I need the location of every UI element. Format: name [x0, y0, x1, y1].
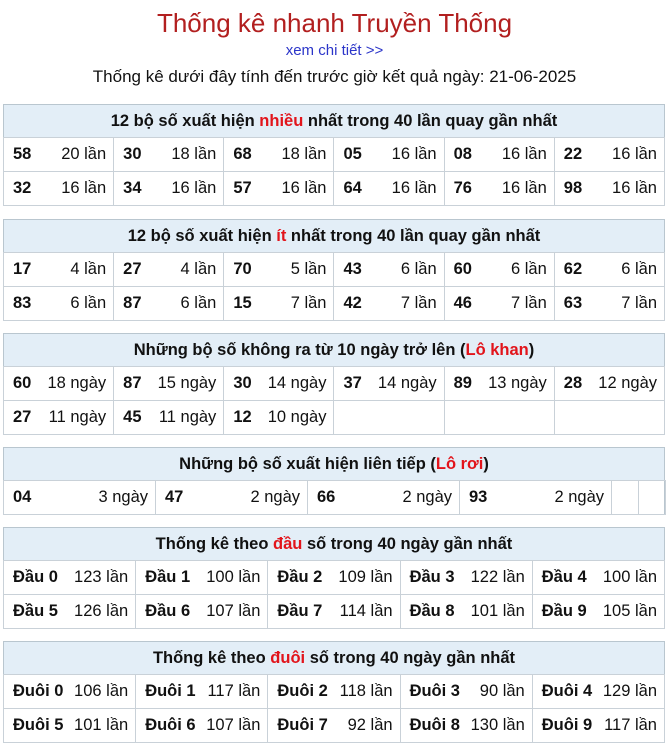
stat-cell	[268, 675, 400, 709]
stat-count: 4 lần	[180, 260, 217, 278]
stat-cell	[4, 709, 136, 743]
stat-number: Đầu 8	[409, 602, 455, 620]
stat-cell	[532, 709, 664, 743]
stat-count: 16 lần	[61, 179, 107, 197]
stat-count: 92 lần	[347, 716, 393, 734]
stat-cell	[224, 253, 334, 287]
stat-cell	[532, 675, 664, 709]
stat-count: 16 lần	[171, 179, 217, 197]
stat-number: Đuôi 3	[409, 682, 460, 700]
stat-cell-content	[334, 294, 443, 313]
stat-number: 98	[563, 179, 583, 197]
least-frequent-block	[3, 219, 665, 321]
stat-cell-content	[4, 294, 113, 313]
stat-number: 58	[13, 145, 32, 163]
stat-cell-content	[114, 179, 223, 198]
stat-cell-content	[445, 374, 554, 393]
stat-number: 83	[13, 294, 32, 312]
stat-cell-content	[4, 602, 135, 621]
stat-cell-content	[334, 374, 443, 393]
stat-count: 122 lần	[470, 568, 525, 586]
stat-cell	[554, 253, 664, 287]
stat-count: 7 lần	[400, 294, 437, 312]
stat-cell	[4, 401, 114, 435]
stat-number: Đuôi 1	[145, 682, 196, 700]
stat-number: 70	[233, 260, 252, 278]
stat-cell	[444, 287, 554, 321]
stat-number: Đầu 4	[541, 568, 587, 586]
stat-number: 05	[343, 145, 362, 163]
stat-cell	[224, 367, 334, 401]
stat-number: Đầu 0	[13, 568, 58, 586]
stat-number: 76	[453, 179, 472, 197]
stat-count: 7 lần	[290, 294, 327, 312]
stat-count: 11 ngày	[158, 408, 217, 426]
stat-cell-content	[401, 602, 532, 621]
stat-count: 6 lần	[621, 260, 657, 278]
stat-cell	[532, 561, 664, 595]
stat-cell	[114, 367, 224, 401]
stat-cell-content	[401, 568, 532, 587]
stat-number: Đuôi 7	[277, 716, 328, 734]
stat-cell	[554, 172, 664, 206]
stat-cell	[224, 401, 334, 435]
lo-roi-heading: Những bộ số xuất hiện liên tiếp (Lô rơi)	[4, 448, 664, 481]
stat-number: 60	[13, 374, 32, 392]
stat-cell-content	[136, 682, 267, 701]
date-note: Thống kê dưới đây tính đến trước giờ kết quả ngày: 21-06-2025	[92, 67, 577, 86]
stat-count: 100 lần	[602, 568, 657, 586]
stat-cell-content	[268, 682, 399, 701]
stat-number: 87	[123, 374, 142, 392]
least-frequent-heading: 12 bộ số xuất hiện ít nhất trong 40 lần quay gần nhất	[4, 220, 664, 253]
stat-cell	[4, 172, 114, 206]
stat-number: 45	[123, 408, 142, 426]
stat-count: 16 lần	[501, 179, 547, 197]
stat-count: 16 lần	[281, 179, 327, 197]
stat-count: 15 ngày	[157, 374, 217, 392]
stat-count: 2 ngày	[250, 488, 300, 506]
stat-number: 87	[123, 294, 142, 312]
stat-cell	[4, 367, 114, 401]
stat-count: 101 lần	[74, 716, 129, 734]
stat-number: 27	[123, 260, 142, 278]
stat-cell	[268, 709, 400, 743]
stat-cell-content	[445, 294, 554, 313]
stat-cell	[4, 138, 114, 172]
stat-number: Đầu 9	[541, 602, 587, 620]
least-frequent-table	[3, 252, 665, 321]
stat-cell	[4, 595, 136, 629]
most-frequent-block	[3, 104, 665, 206]
stat-count: 130 lần	[470, 716, 525, 734]
stat-number: 28	[563, 374, 583, 392]
table-row	[4, 481, 666, 515]
stat-number: Đuôi 0	[13, 682, 64, 700]
detail-link[interactable]: xem chi tiết >>	[285, 42, 384, 59]
stat-cell-content	[224, 260, 333, 279]
empty-cell	[334, 401, 444, 435]
stat-cell-content	[445, 179, 554, 198]
stat-cell-content	[114, 294, 223, 313]
stat-count: 100 lần	[206, 568, 261, 586]
stat-cell-content	[114, 374, 223, 393]
stat-cell	[136, 561, 268, 595]
stat-cell-content	[334, 179, 443, 198]
stat-number: Đuôi 4	[541, 682, 593, 700]
stat-cell-content	[533, 602, 664, 621]
stat-number: Đuôi 9	[541, 716, 593, 734]
stat-cell	[334, 367, 444, 401]
empty-cell	[444, 401, 554, 435]
stat-cell	[554, 138, 664, 172]
stat-cell	[114, 253, 224, 287]
stat-count: 20 lần	[61, 145, 107, 163]
stat-count: 123 lần	[74, 568, 129, 586]
stat-cell-content	[268, 568, 399, 587]
stat-number: 08	[453, 145, 472, 163]
stat-cell	[136, 675, 268, 709]
stat-cell	[444, 138, 554, 172]
stat-count: 16 lần	[391, 145, 437, 163]
stat-count: 117 lần	[207, 682, 261, 700]
stat-count: 107 lần	[206, 602, 261, 620]
stat-count: 18 ngày	[47, 374, 107, 392]
stat-count: 109 lần	[338, 568, 393, 586]
stat-cell-content	[445, 260, 554, 279]
stat-cell	[444, 172, 554, 206]
stat-number: Đầu 1	[145, 568, 191, 586]
stat-cell-content	[224, 374, 333, 393]
stat-cell	[400, 675, 532, 709]
stat-number: 04	[13, 488, 32, 506]
stat-number: 68	[233, 145, 252, 163]
stat-number: Đầu 7	[277, 602, 323, 620]
stat-number: 93	[469, 488, 488, 506]
stat-cell	[136, 595, 268, 629]
stat-count: 16 lần	[612, 145, 657, 163]
stat-cell-content	[555, 294, 664, 313]
stat-cell	[460, 481, 612, 515]
stat-cell-content	[268, 602, 399, 621]
stat-number: 32	[13, 179, 32, 197]
stat-cell-content	[4, 682, 135, 701]
stat-number: 12	[233, 408, 252, 426]
stat-count: 5 lần	[290, 260, 327, 278]
table-row	[4, 253, 665, 287]
stat-count: 13 ngày	[488, 374, 547, 392]
lo-roi-block	[3, 447, 665, 515]
stat-count: 2 ngày	[402, 488, 452, 506]
stat-cell	[268, 595, 400, 629]
stat-count: 6 lần	[511, 260, 547, 278]
stat-number: Đầu 5	[13, 602, 58, 620]
table-row	[4, 401, 665, 435]
stat-cell	[334, 287, 444, 321]
stat-cell	[554, 367, 664, 401]
stat-cell-content	[460, 488, 611, 507]
stat-count: 16 lần	[501, 145, 547, 163]
empty-cell	[639, 481, 666, 515]
table-row	[4, 675, 665, 709]
stat-cell	[4, 481, 156, 515]
stat-cell-content	[445, 145, 554, 164]
duoi-table	[3, 674, 665, 743]
stat-cell	[400, 709, 532, 743]
stat-count: 12 ngày	[598, 374, 657, 392]
stat-cell-content	[401, 682, 532, 701]
stat-cell-content	[136, 602, 267, 621]
stat-count: 14 ngày	[377, 374, 437, 392]
empty-cell	[554, 401, 664, 435]
stat-number: 63	[563, 294, 583, 312]
stat-cell-content	[555, 260, 664, 279]
stat-count: 118 lần	[339, 682, 393, 700]
stat-cell-content	[334, 260, 443, 279]
stat-cell-content	[555, 374, 664, 393]
stat-cell	[136, 709, 268, 743]
table-row	[4, 367, 665, 401]
stat-count: 7 lần	[511, 294, 547, 312]
empty-cell	[612, 481, 639, 515]
stat-cell	[114, 138, 224, 172]
stat-number: 89	[453, 374, 472, 392]
stat-count: 3 ngày	[98, 488, 148, 506]
stat-cell	[554, 287, 664, 321]
stat-number: 30	[233, 374, 252, 392]
stat-cell	[444, 367, 554, 401]
stat-count: 16 lần	[612, 179, 657, 197]
stat-cell	[156, 481, 308, 515]
stat-count: 18 lần	[281, 145, 327, 163]
stat-number: 42	[343, 294, 362, 312]
table-row	[4, 595, 665, 629]
stat-cell-content	[224, 179, 333, 198]
stat-number: Đuôi 8	[409, 716, 460, 734]
stat-cell	[114, 287, 224, 321]
stat-number: 37	[343, 374, 362, 392]
stat-count: 6 lần	[400, 260, 437, 278]
stat-cell-content	[4, 260, 113, 279]
dau-block	[3, 527, 665, 629]
lo-khan-table	[3, 366, 665, 435]
stat-cell-content	[268, 716, 399, 735]
stat-number: Đầu 2	[277, 568, 323, 586]
stat-number: Đuôi 5	[13, 716, 64, 734]
stat-number: 46	[453, 294, 472, 312]
stat-cell-content	[136, 568, 267, 587]
stat-count: 105 lần	[602, 602, 657, 620]
stat-cell-content	[4, 145, 113, 164]
stat-number: 30	[123, 145, 142, 163]
stat-cell	[114, 172, 224, 206]
stat-count: 129 lần	[602, 682, 657, 700]
stat-cell-content	[114, 260, 223, 279]
stat-number: 47	[165, 488, 184, 506]
dau-table	[3, 560, 665, 629]
duoi-heading: Thống kê theo đuôi số trong 40 ngày gần nhất	[4, 642, 664, 675]
stat-number: 34	[123, 179, 142, 197]
stat-cell	[114, 401, 224, 435]
stat-cell	[4, 561, 136, 595]
stat-cell-content	[555, 145, 664, 164]
stat-cell-content	[533, 716, 664, 735]
stat-cell	[4, 675, 136, 709]
stat-cell-content	[224, 145, 333, 164]
stat-count: 14 ngày	[267, 374, 327, 392]
stat-cell-content	[4, 716, 135, 735]
table-row	[4, 138, 665, 172]
stat-number: 22	[563, 145, 583, 163]
stat-cell	[444, 253, 554, 287]
stat-cell-content	[114, 408, 223, 427]
stat-cell	[400, 595, 532, 629]
stat-count: 18 lần	[171, 145, 217, 163]
stat-cell-content	[224, 294, 333, 313]
most-frequent-table	[3, 137, 665, 206]
stat-cell	[224, 287, 334, 321]
stat-cell-content	[114, 145, 223, 164]
stat-cell-content	[533, 682, 664, 701]
stat-number: 66	[317, 488, 336, 506]
lo-roi-table	[3, 480, 666, 515]
stat-count: 126 lần	[74, 602, 129, 620]
stat-number: 62	[563, 260, 583, 278]
stat-cell-content	[136, 716, 267, 735]
stat-cell	[334, 253, 444, 287]
stat-cell-content	[4, 408, 113, 427]
stat-count: 90 lần	[479, 682, 525, 700]
stat-cell	[4, 287, 114, 321]
stat-count: 16 lần	[391, 179, 437, 197]
stat-cell-content	[555, 179, 664, 198]
stat-number: 64	[343, 179, 362, 197]
stat-number: 57	[233, 179, 252, 197]
stat-cell	[224, 172, 334, 206]
stat-cell-content	[224, 408, 333, 427]
stat-cell-content	[334, 145, 443, 164]
stat-cell	[334, 138, 444, 172]
dau-heading: Thống kê theo đầu số trong 40 ngày gần nhất	[4, 528, 664, 561]
stat-count: 4 lần	[70, 260, 107, 278]
stat-cell	[308, 481, 460, 515]
stat-count: 6 lần	[180, 294, 217, 312]
stat-number: 27	[13, 408, 32, 426]
stat-cell	[532, 595, 664, 629]
stat-cell-content	[308, 488, 459, 507]
stat-count: 7 lần	[621, 294, 657, 312]
lo-khan-heading: Những bộ số không ra từ 10 ngày trở lên (Lô khan)	[4, 334, 664, 367]
stat-count: 107 lần	[206, 716, 261, 734]
stat-cell-content	[4, 488, 155, 507]
stat-cell	[224, 138, 334, 172]
lo-khan-block	[3, 333, 665, 435]
stat-number: Đầu 6	[145, 602, 191, 620]
stat-count: 114 lần	[339, 602, 393, 620]
stat-number: 43	[343, 260, 362, 278]
stat-cell-content	[401, 716, 532, 735]
stat-number: Đuôi 6	[145, 716, 196, 734]
stat-count: 117 lần	[604, 716, 657, 734]
stat-number: 60	[453, 260, 472, 278]
stat-cell-content	[4, 568, 135, 587]
stat-cell-content	[533, 568, 664, 587]
stat-cell	[334, 172, 444, 206]
stat-count: 101 lần	[470, 602, 525, 620]
table-row	[4, 172, 665, 206]
table-row	[4, 709, 665, 743]
stat-count: 2 ngày	[554, 488, 604, 506]
stat-cell-content	[4, 179, 113, 198]
stat-number: Đuôi 2	[277, 682, 328, 700]
stat-cell-content	[156, 488, 307, 507]
stat-count: 11 ngày	[48, 408, 107, 426]
stat-count: 6 lần	[70, 294, 107, 312]
stat-cell	[4, 253, 114, 287]
stat-count: 106 lần	[74, 682, 129, 700]
stat-number: Đầu 3	[409, 568, 455, 586]
stat-number: 15	[233, 294, 252, 312]
most-frequent-heading: 12 bộ số xuất hiện nhiều nhất trong 40 lần quay gần nhất	[4, 105, 664, 138]
table-row	[4, 287, 665, 321]
stat-cell	[400, 561, 532, 595]
page-title: Thống kê nhanh Truyền Thống	[156, 8, 513, 38]
stat-cell-content	[4, 374, 113, 393]
stat-cell	[268, 561, 400, 595]
stat-number: 17	[13, 260, 32, 278]
duoi-block	[3, 641, 665, 743]
table-row	[4, 561, 665, 595]
stat-count: 10 ngày	[267, 408, 327, 426]
